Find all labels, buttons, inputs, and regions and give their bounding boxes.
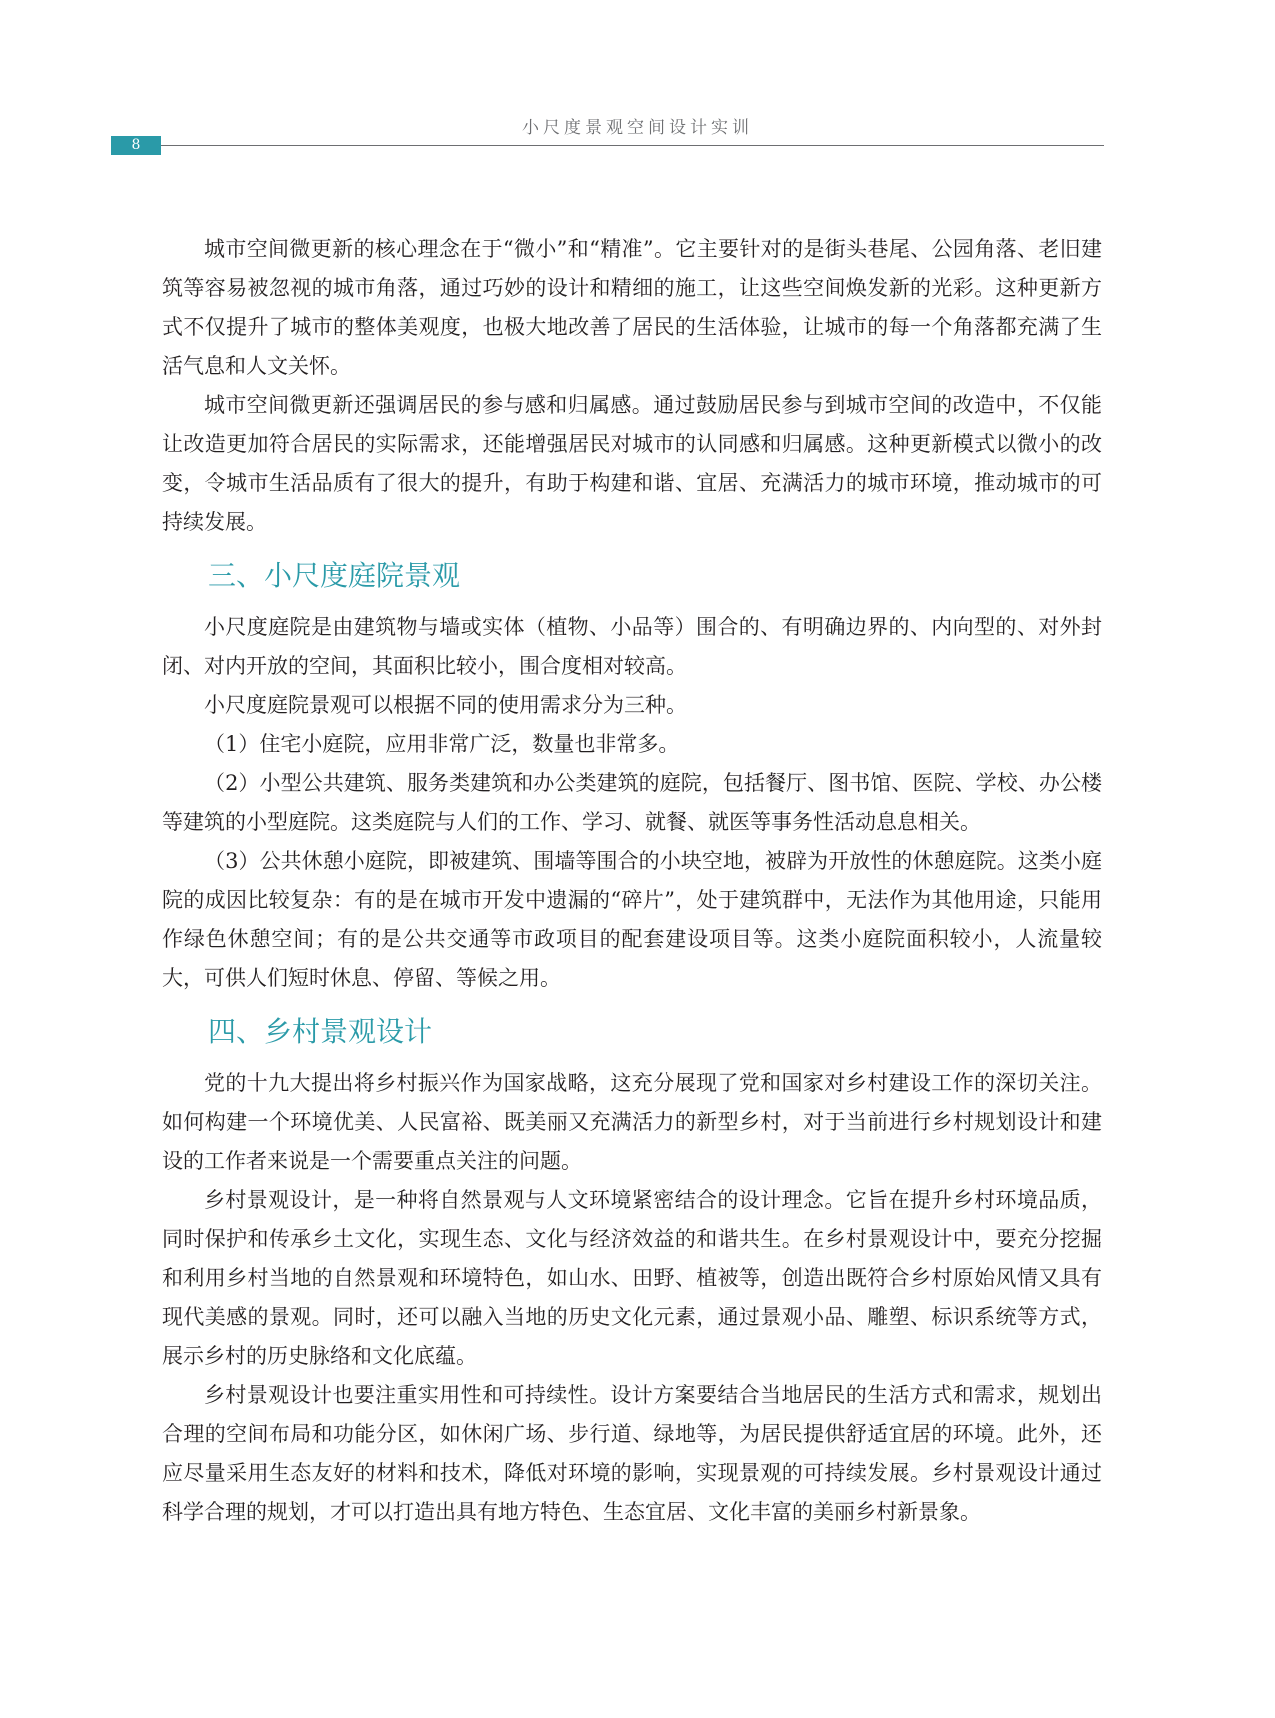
section-heading: 三、小尺度庭院景观 [208,559,461,592]
paragraph: 乡村景观设计也要注重实用性和可持续性。设计方案要结合当地居民的生活方式和需求，规划出合理的空间布局和功能分区，如休闲广场、步行道、绿地等，为居民提供舒适宜居的环境。此外，还应尽量采用生态友好的材料和技术，降低对环境的影响，实现景观的可持续发展。乡村景观设计通过科学合理的规划，才可以打造出具有地方特色、生态宜居、文化丰富的美丽乡村新景象。 [162,1383,1102,1524]
list-item: （1）住宅小庭院，应用非常广泛，数量也非常多。 [204,732,680,756]
paragraph: 城市空间微更新还强调居民的参与感和归属感。通过鼓励居民参与到城市空间的改造中，不仅能让改造更加符合居民的实际需求，还能增强居民对城市的认同感和归属感。这种更新模式以微小的改变，令城市生活品质有了很大的提升，有助于构建和谐、宜居、充满活力的城市环境，推动城市的可持续发展。 [162,393,1102,534]
paragraph: 小尺度庭院是由建筑物与墙或实体（植物、小品等）围合的、有明确边界的、内向型的、对外封闭、对内开放的空间，其面积比较小，围合度相对较高。 [162,615,1102,678]
paragraph: 小尺度庭院景观可以根据不同的使用需求分为三种。 [204,693,687,717]
paragraph: 城市空间微更新的核心理念在于“微小”和“精准”。它主要针对的是街头巷尾、公园角落、老旧建筑等容易被忽视的城市角落，通过巧妙的设计和精细的施工，让这些空间焕发新的光彩。这种更新方式不仅提升了城市的整体美观度，也极大地改善了居民的生活体验，让城市的每一个角落都充满了生活气息和人文关怀。 [162,237,1102,378]
list-item: （2）小型公共建筑、服务类建筑和办公类建筑的庭院，包括餐厅、图书馆、医院、学校、办公楼等建筑的小型庭院。这类庭院与人们的工作、学习、就餐、就医等事务性活动息息相关。 [162,771,1102,834]
page-body [162,230,1102,1532]
paragraph: 乡村景观设计，是一种将自然景观与人文环境紧密结合的设计理念。它旨在提升乡村环境品质，同时保护和传承乡土文化，实现生态、文化与经济效益的和谐共生。在乡村景观设计中，要充分挖掘和利用乡村当地的自然景观和环境特色，如山水、田野、植被等，创造出既符合乡村原始风情又具有现代美感的景观。同时，还可以融入当地的历史文化元素，通过景观小品、雕塑、标识系统等方式，展示乡村的历史脉络和文化底蕴。 [162,1188,1102,1368]
running-title: 小尺度景观空间设计实训 [522,118,753,138]
page-number: 8 [111,136,161,155]
header-divider [161,145,1104,146]
paragraph: 党的十九大提出将乡村振兴作为国家战略，这充分展现了党和国家对乡村建设工作的深切关注。如何构建一个环境优美、人民富裕、既美丽又充满活力的新型乡村，对于当前进行乡村规划设计和建设的工作者来说是一个需要重点关注的问题。 [162,1071,1102,1173]
list-item: （3）公共休憩小庭院，即被建筑、围墙等围合的小块空地，被辟为开放性的休憩庭院。这类小庭院的成因比较复杂：有的是在城市开发中遗漏的“碎片”，处于建筑群中，无法作为其他用途，只能用作绿色休憩空间；有的是公共交通等市政项目的配套建设项目等。这类小庭院面积较小，人流量较大，可供人们短时休息、停留、等候之用。 [162,849,1102,990]
section-heading: 四、乡村景观设计 [208,1015,433,1048]
